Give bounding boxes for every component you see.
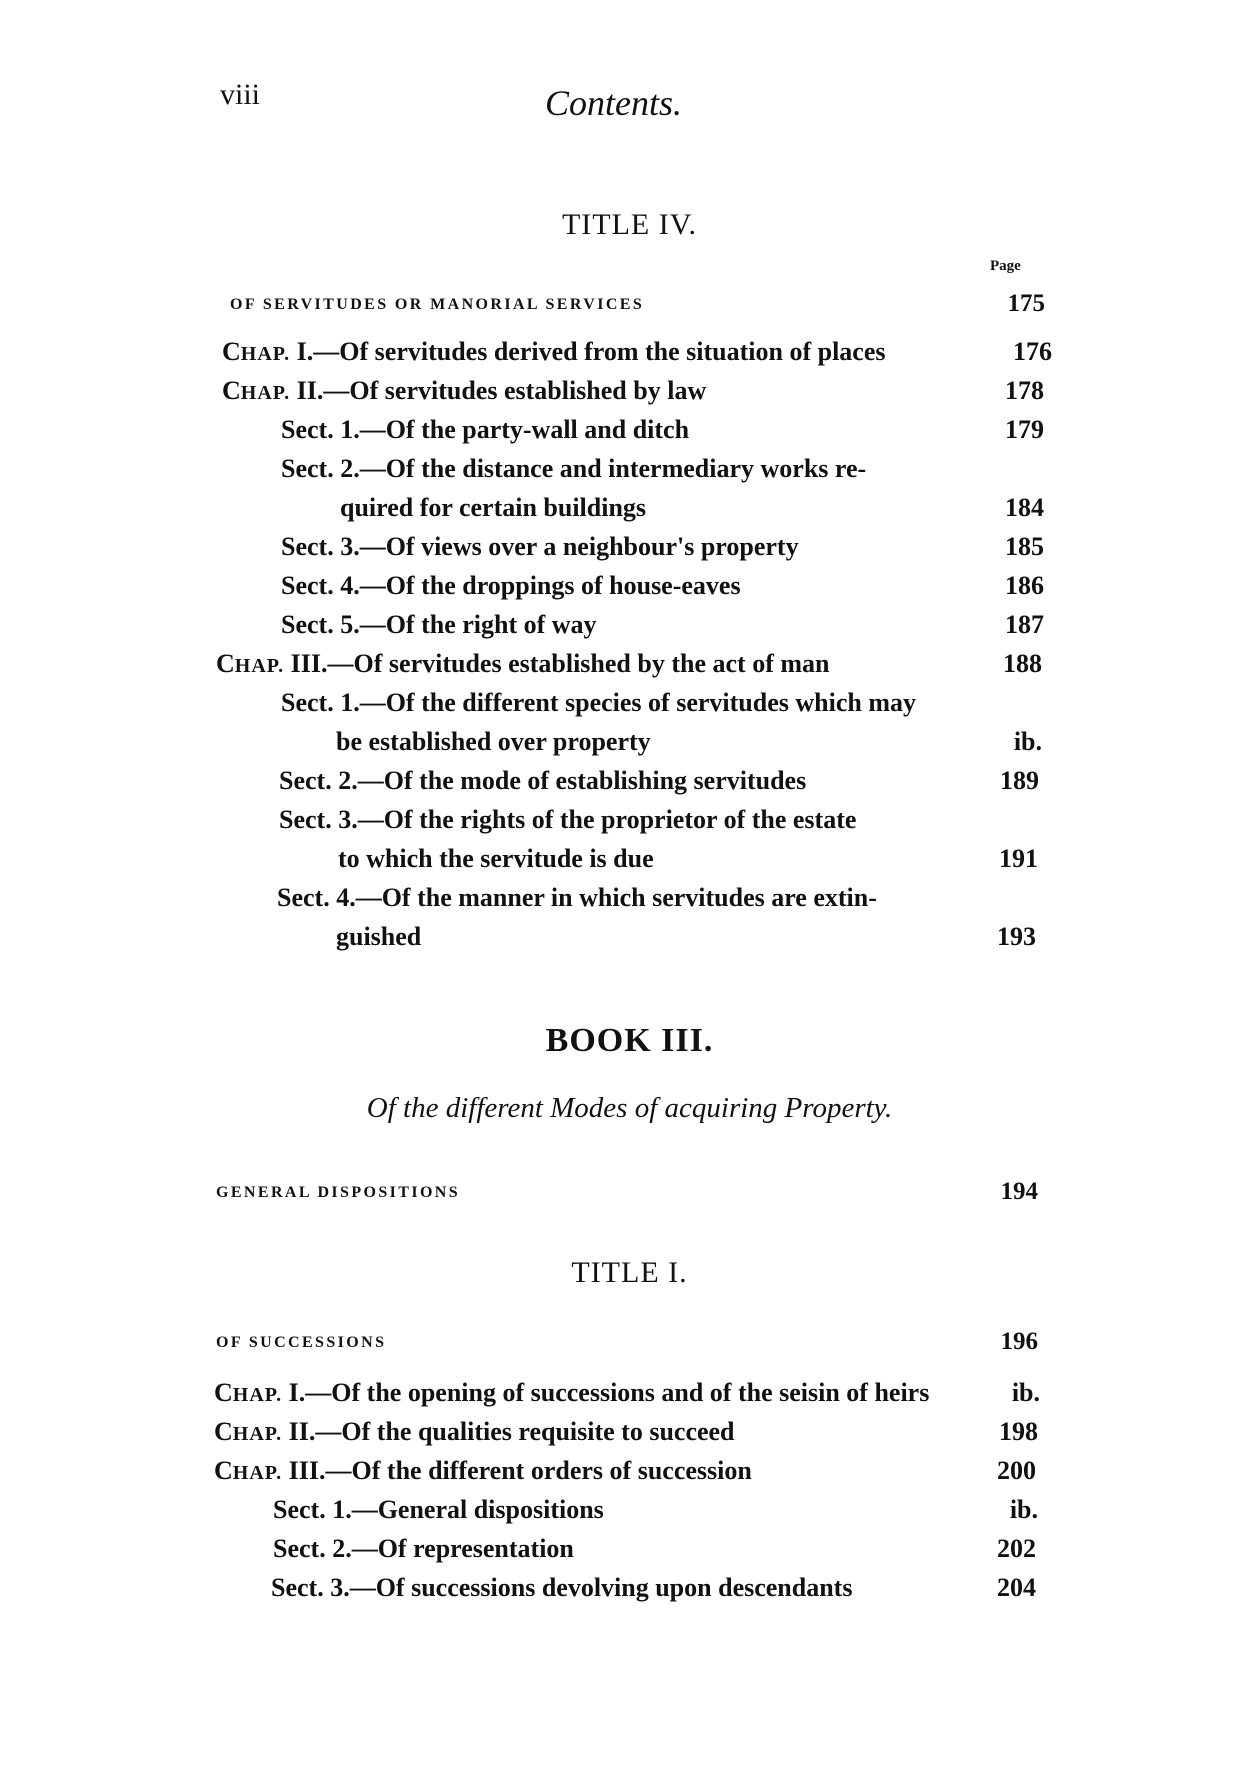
toc-entry (222, 337, 1052, 373)
toc-entry (281, 610, 1044, 646)
entry-text: Sect. 2.—Of the mode of establishing servitudes (279, 766, 807, 795)
page-number: viii (220, 78, 261, 111)
entry-text: Sect. 3.—Of the rights of the proprietor of the estate (279, 805, 857, 834)
toc-entry (281, 415, 1044, 451)
entry-text: Sect. 2.—Of the distance and intermediary works re- (281, 454, 867, 483)
entry-text: quired for certain buildings (340, 493, 647, 522)
entry-text: CHAP. I.—Of servitudes derived from the situation of places (222, 337, 886, 366)
entry-text: Sect. 1.—Of the party-wall and ditch (281, 415, 690, 444)
page-ref: 176 (1013, 337, 1052, 366)
toc-entry (214, 1456, 1036, 1492)
book-iii-heading: BOOK III. (545, 1022, 714, 1059)
toc-entry (222, 376, 1044, 412)
toc-entry (281, 571, 1044, 607)
toc-entry (277, 883, 977, 919)
entry-text: CHAP. III.—Of the different orders of succession (214, 1456, 752, 1485)
page-ref: 179 (1005, 415, 1044, 444)
entry-text: Sect. 4.—Of the manner in which servitudes are extin- (277, 883, 877, 912)
entry-text: CHAP. II.—Of the qualities requisite to succeed (214, 1417, 735, 1446)
entry-text: Sect. 3.—Of successions devolving upon descendants (271, 1573, 853, 1602)
entry-text: CHAP. I.—Of the opening of successions and of the seisin of heirs (214, 1378, 930, 1407)
toc-entry (273, 1495, 1038, 1531)
entry-text: be established over property (336, 727, 651, 756)
page-ref: ib. (1009, 1495, 1038, 1524)
toc-entry-continuation (340, 493, 1044, 529)
page-ref: 196 (1000, 1328, 1038, 1355)
toc-entry (281, 688, 981, 724)
page-ref: 186 (1005, 571, 1044, 600)
page-ref: 188 (1003, 649, 1042, 678)
section-label: OF SERVITUDES OR MANORIAL SERVICES (230, 296, 645, 313)
page-ref: 187 (1005, 610, 1044, 639)
section-heading-successions (216, 1328, 1038, 1364)
toc-entry (216, 649, 1042, 685)
toc-entry (214, 1378, 1040, 1414)
running-title: Contents. (545, 83, 683, 123)
toc-entry (273, 1534, 1036, 1570)
section-heading-general-dispositions (216, 1178, 1038, 1214)
page-ref: 185 (1005, 532, 1044, 561)
page-ref: 200 (997, 1456, 1036, 1485)
section-label: OF SUCCESSIONS (216, 1334, 387, 1351)
entry-text: guished (336, 922, 422, 951)
page-ref: 194 (1000, 1178, 1038, 1205)
page-ref: 191 (999, 844, 1038, 873)
toc-entry-continuation (338, 844, 1038, 880)
page-ref: 175 (1007, 290, 1045, 317)
toc-entry (279, 805, 979, 841)
page-ref: 193 (997, 922, 1036, 951)
entry-text: Sect. 2.—Of representation (273, 1534, 574, 1563)
entry-text: CHAP. III.—Of servitudes established by the act of man (216, 649, 830, 678)
page-ref: 189 (1000, 766, 1039, 795)
toc-entry (281, 454, 981, 490)
toc-entry (281, 532, 1044, 568)
title-i-heading: TITLE I. (571, 1256, 688, 1289)
page-column-label: Page (990, 258, 1021, 274)
page-ref: 198 (999, 1417, 1038, 1446)
page-ref: ib. (1011, 1378, 1040, 1407)
page-ref: 204 (997, 1573, 1036, 1602)
toc-entry-continuation (336, 922, 1036, 958)
toc-entry (271, 1573, 1036, 1609)
page-ref: 202 (997, 1534, 1036, 1563)
toc-entry (214, 1417, 1038, 1453)
toc-entry (279, 766, 1039, 802)
entry-text: Sect. 3.—Of views over a neighbour's property (281, 532, 799, 561)
book-iii-subtitle: Of the different Modes of acquiring Property. (366, 1092, 893, 1124)
section-heading-servitudes (230, 290, 1045, 326)
toc-entry-continuation (336, 727, 1042, 763)
entry-text: Sect. 1.—General dispositions (273, 1495, 604, 1524)
page-ref: ib. (1013, 727, 1042, 756)
entry-text: CHAP. II.—Of servitudes established by law (222, 376, 707, 405)
page-ref: 178 (1005, 376, 1044, 405)
entry-text: Sect. 5.—Of the right of way (281, 610, 597, 639)
entry-text: Sect. 1.—Of the different species of servitudes which may (281, 688, 916, 717)
page-ref: 184 (1005, 493, 1044, 522)
section-label: GENERAL DISPOSITIONS (216, 1184, 461, 1201)
entry-text: to which the servitude is due (338, 844, 654, 873)
entry-text: Sect. 4.—Of the droppings of house-eaves (281, 571, 741, 600)
title-iv-heading: TITLE IV. (561, 208, 698, 241)
